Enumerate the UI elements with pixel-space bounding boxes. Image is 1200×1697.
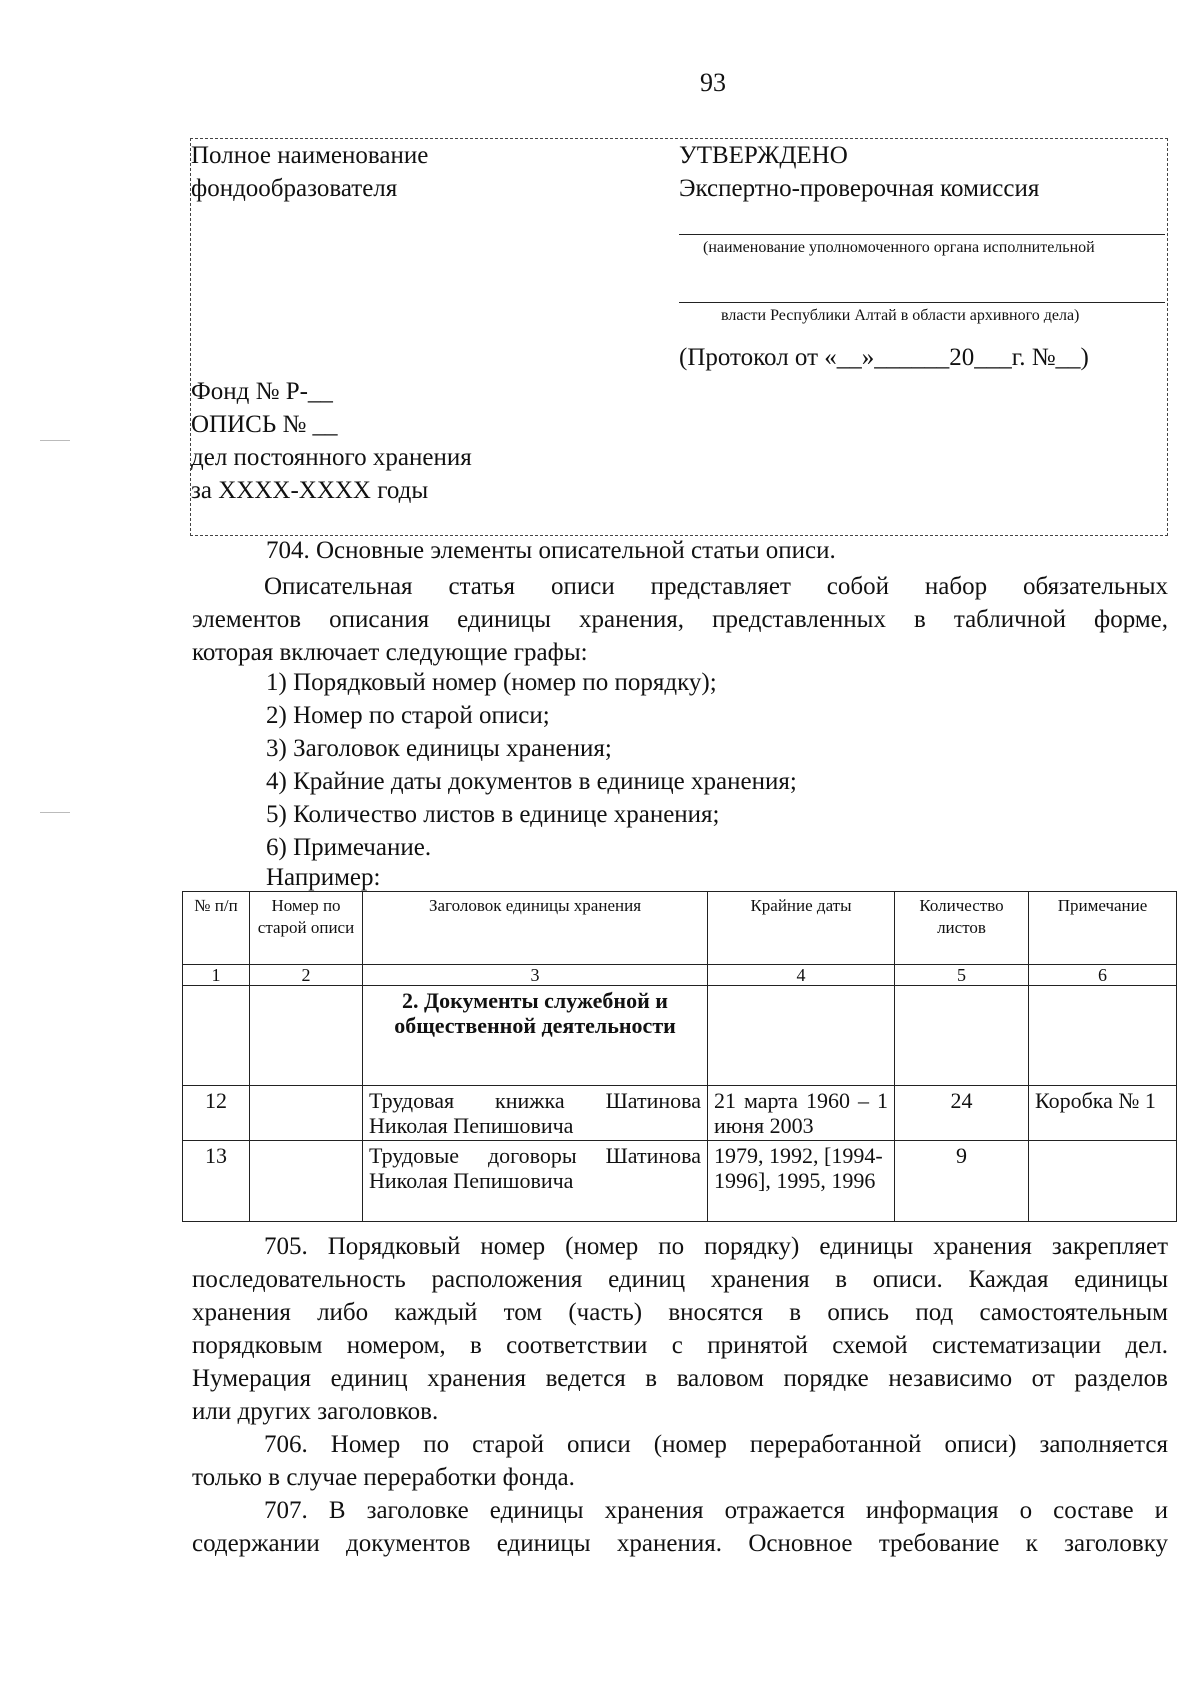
table-section-row: [183, 986, 1177, 1086]
row-title: Трудовая книжка Шатинова Николая Пепишовича: [363, 1086, 708, 1141]
list-item: 1) Порядковый номер (номер по порядку);: [266, 669, 717, 696]
inventory-number: ОПИСЬ № __: [191, 411, 338, 438]
margin-mark: [40, 812, 70, 813]
col-header-note: Примечание: [1029, 892, 1177, 965]
fund-creator-label-2: фондообразователя: [191, 175, 398, 202]
row-dates: 1979, 1992, [1994-1996], 1995, 1996: [708, 1141, 895, 1222]
col-number: 1: [183, 965, 250, 986]
signature-line-1: [679, 234, 1165, 235]
col-number: 2: [250, 965, 363, 986]
p704-heading: 704. Основные элементы описательной статьи описи.: [266, 537, 836, 564]
inventory-table: [182, 891, 1177, 1222]
row-number: 12: [183, 1086, 250, 1141]
col-number: 5: [895, 965, 1029, 986]
p706-line-2: только в случае переработки фонда.: [192, 1464, 575, 1491]
row-sheets: 24: [895, 1086, 1029, 1141]
p706-line-1: 706. Номер по старой описи (номер переработанной описи) заполняется: [264, 1431, 1168, 1458]
authority-caption-2: власти Республики Алтай в области архивного дела): [721, 307, 1080, 324]
p705-line-1: 705. Порядковый номер (номер по порядку) единицы хранения закрепляет: [264, 1233, 1168, 1260]
approved-stamp: УТВЕРЖДЕНО: [679, 142, 848, 169]
row-note: [1029, 1141, 1177, 1222]
fund-creator-label: Полное наименование: [191, 142, 429, 169]
p707-line-1: 707. В заголовке единицы хранения отражается информация о составе и: [264, 1497, 1168, 1524]
col-header-old-number: Номер по старой описи: [250, 892, 363, 965]
p705-line-5: Нумерация единиц хранения ведется в валовом порядке независимо от разделов: [192, 1365, 1168, 1392]
p704-line-2: элементов описания единицы хранения, представленных в табличной форме,: [192, 606, 1168, 633]
table-row: [183, 1141, 1177, 1222]
col-header-sheets: Количество листов: [895, 892, 1029, 965]
margin-mark: [40, 440, 70, 441]
example-label: Например:: [266, 864, 381, 891]
row-sheets: 9: [895, 1141, 1029, 1222]
row-old-number: [250, 1141, 363, 1222]
col-number: 4: [708, 965, 895, 986]
p705-line-4: порядковым номером, в соответствии с принятой схемой систематизации дел.: [192, 1332, 1168, 1359]
p707-line-2: содержании документов единицы хранения. Основное требование к заголовку: [192, 1530, 1168, 1557]
list-item: 6) Примечание.: [266, 834, 432, 861]
list-item: 3) Заголовок единицы хранения;: [266, 735, 612, 762]
col-number: 6: [1029, 965, 1177, 986]
signature-line-2: [679, 302, 1165, 303]
years-range: за XXXX-XXXX годы: [191, 477, 429, 504]
page-number: 93: [700, 68, 726, 97]
table-row: [183, 1086, 1177, 1141]
col-header-title: Заголовок единицы хранения: [363, 892, 708, 965]
cases-type: дел постоянного хранения: [191, 444, 472, 471]
protocol-line: (Протокол от «__»______20___г. №__): [679, 344, 1089, 371]
p705-line-3: хранения либо каждый том (часть) вносятся в опись под самостоятельным: [192, 1299, 1168, 1326]
section-title: 2. Документы служебной и общественной деятельности: [363, 986, 708, 1086]
row-old-number: [250, 1086, 363, 1141]
col-number: 3: [363, 965, 708, 986]
list-item: 5) Количество листов в единице хранения;: [266, 801, 720, 828]
p704-line-1: Описательная статья описи представляет собой набор обязательных: [264, 573, 1168, 600]
row-number: 13: [183, 1141, 250, 1222]
fund-number: Фонд № Р-__: [191, 378, 333, 405]
list-item: 2) Номер по старой описи;: [266, 702, 550, 729]
row-note: Коробка № 1: [1029, 1086, 1177, 1141]
p705-line-2: последовательность расположения единиц хранения в описи. Каждая единицы: [192, 1266, 1168, 1293]
table-column-numbers-row: [183, 965, 1177, 986]
authority-caption-1: (наименование уполномоченного органа исполнительной: [703, 239, 1095, 256]
p705-line-6: или других заголовков.: [192, 1398, 439, 1425]
row-dates: 21 марта 1960 – 1 июня 2003: [708, 1086, 895, 1141]
row-title: Трудовые договоры Шатинова Николая Пепишовича: [363, 1141, 708, 1222]
list-item: 4) Крайние даты документов в единице хранения;: [266, 768, 797, 795]
col-header-dates: Крайние даты: [708, 892, 895, 965]
table-header-row: [183, 892, 1177, 965]
p704-line-3: которая включает следующие графы:: [192, 639, 588, 666]
commission-name: Экспертно-проверочная комиссия: [679, 175, 1040, 202]
approval-header-box: [190, 138, 1168, 536]
col-header-number: № п/п: [183, 892, 250, 965]
